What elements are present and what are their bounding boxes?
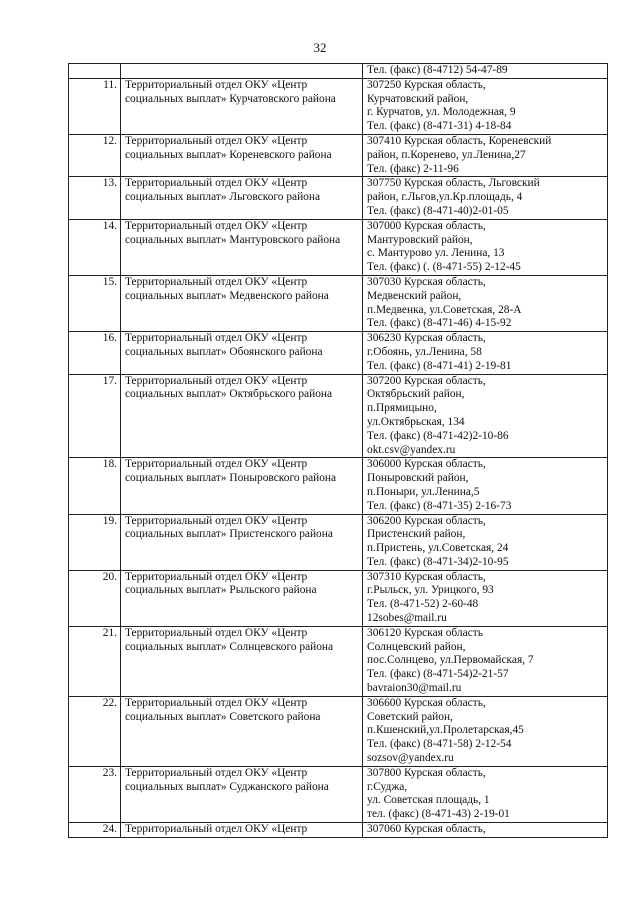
address-cell: [363, 374, 608, 458]
address-line: sozsov@yandex.ru: [367, 752, 454, 765]
address-line: Тел. (факс) 2-11-96: [367, 162, 459, 175]
address-cell: [363, 134, 608, 176]
continuation-row: [69, 64, 608, 79]
address-cell: [363, 514, 608, 570]
table-row: [69, 458, 608, 514]
row-number: 22.: [69, 696, 121, 766]
row-number: 17.: [69, 374, 121, 458]
address-line: 307000 Курская область,: [367, 219, 486, 232]
address-line: п.Поныри, ул.Ленина,5: [367, 485, 480, 498]
address-line: 307410 Курская область, Кореневский: [367, 134, 552, 147]
address-line: г.Рыльск, ул. Урицкого, 93: [367, 584, 494, 597]
address-line: Медвенский район,: [367, 289, 462, 302]
offices-table-body: [69, 64, 608, 838]
address-line: Поныровский район,: [367, 472, 469, 485]
address-line: 307750 Курская область, Льговский: [367, 177, 540, 190]
address-line: Тел. (факс) (8-471-46) 4-15-92: [367, 317, 512, 330]
address-line: 306600 Курская область,: [367, 696, 486, 709]
address-line: п.Кшенский,ул.Пролетарская,45: [367, 724, 524, 737]
address-line: Тел. (факс) (8-4712) 54-47-89: [367, 64, 508, 76]
address-cell: [363, 219, 608, 275]
address-line: г.Обоянь, ул.Ленина, 58: [367, 345, 482, 358]
offices-table: [68, 63, 608, 838]
table-row: [69, 823, 608, 838]
address-line: Тел. (факс) (8-471-34)2-10-95: [367, 555, 509, 568]
row-number-cell: [69, 64, 121, 79]
address-line: Тел. (факс) (8-471-31) 4-18-84: [367, 120, 512, 133]
office-name: Территориальный отдел ОКУ «Центр социальных выплат» Медвенского района: [121, 275, 363, 331]
address-line: Тел. (факс) (8-471-58) 2-12-54: [367, 738, 512, 751]
address-line: Тел. (факс) (8-471-54)2-21-57: [367, 668, 509, 681]
address-line: 306230 Курская область,: [367, 332, 486, 345]
address-line: 306200 Курская область,: [367, 514, 486, 527]
row-number: 13.: [69, 177, 121, 219]
table-row: [69, 766, 608, 822]
address-line: район, п.Коренево, ул.Ленина,27: [367, 148, 526, 161]
address-line: Тел. (факс) (8-471-35) 2-16-73: [367, 499, 512, 512]
table-row: [69, 275, 608, 331]
address-line: п.Пристень, ул.Советская, 24: [367, 542, 509, 555]
address-cell: [363, 332, 608, 374]
table-row: [69, 696, 608, 766]
office-name: Территориальный отдел ОКУ «Центр социальных выплат» Льговского района: [121, 177, 363, 219]
address-line: тел. (факс) (8-471-43) 2-19-01: [367, 808, 510, 821]
address-line: Тел. (8-471-52) 2-60-48: [367, 598, 479, 611]
address-cell: [363, 696, 608, 766]
address-line: Тел. (факс) (8-471-41) 2-19-81: [367, 359, 512, 372]
address-line: Тел. (факс) (8-471-40)2-01-05: [367, 204, 509, 217]
table-row: [69, 514, 608, 570]
row-number: 15.: [69, 275, 121, 331]
office-name: Территориальный отдел ОКУ «Центр социальных выплат» Октябрьского района: [121, 374, 363, 458]
office-name: Территориальный отдел ОКУ «Центр социальных выплат» Кореневского района: [121, 134, 363, 176]
row-number: 23.: [69, 766, 121, 822]
office-name: Территориальный отдел ОКУ «Центр социальных выплат» Обоянского района: [121, 332, 363, 374]
table-row: [69, 219, 608, 275]
address-line: Советский район,: [367, 710, 453, 723]
office-name: Территориальный отдел ОКУ «Центр социальных выплат» Советского района: [121, 696, 363, 766]
address-line: 307200 Курская область,: [367, 374, 486, 387]
address-cell: [363, 177, 608, 219]
address-line: 307310 Курская область,: [367, 570, 486, 583]
address-line: Курчатовский район,: [367, 92, 469, 105]
row-number: 24.: [69, 823, 121, 838]
address-cell: [363, 458, 608, 514]
address-line: Пристенский район,: [367, 528, 466, 541]
table-row: [69, 374, 608, 458]
address-cell: [363, 570, 608, 626]
address-line: 306120 Курская область: [367, 626, 483, 639]
address-line: ул.Октябрьская, 134: [367, 415, 465, 428]
office-name: Территориальный отдел ОКУ «Центр социальных выплат» Суджанского района: [121, 766, 363, 822]
table-row: [69, 626, 608, 696]
row-number: 18.: [69, 458, 121, 514]
address-line: Октябрьский район,: [367, 388, 465, 401]
office-name: Территориальный отдел ОКУ «Центр социальных выплат» Солнцевского района: [121, 626, 363, 696]
address-line: 307030 Курская область,: [367, 275, 486, 288]
address-line: 307060 Курская область,: [367, 823, 486, 836]
row-number: 19.: [69, 514, 121, 570]
address-line: Мантуровский район,: [367, 233, 473, 246]
address-line: bavraion30@mail.ru: [367, 682, 462, 695]
address-cell: [363, 626, 608, 696]
address-line: пос.Солнцево, ул.Первомайская, 7: [367, 654, 534, 667]
address-line: район, г.Льгов,ул.Кр.площадь, 4: [367, 191, 523, 204]
address-line: Тел. (факс) (. (8-471-55) 2-12-45: [367, 261, 521, 274]
address-line: 12sobes@mail.ru: [367, 612, 447, 625]
office-name: Территориальный отдел ОКУ «Центр социальных выплат» Мантуровского района: [121, 219, 363, 275]
office-name: Территориальный отдел ОКУ «Центр социальных выплат» Рыльского района: [121, 570, 363, 626]
office-name: Территориальный отдел ОКУ «Центр социальных выплат» Курчатовского района: [121, 78, 363, 134]
address-cell: [363, 78, 608, 134]
address-line: 307800 Курская область,: [367, 766, 486, 779]
office-name: Территориальный отдел ОКУ «Центр социальных выплат» Поныровского района: [121, 458, 363, 514]
row-number: 21.: [69, 626, 121, 696]
office-name-cell: [121, 64, 363, 79]
address-line: г. Курчатов, ул. Молодежная, 9: [367, 106, 516, 119]
address-line: okt.csv@yandex.ru: [367, 443, 456, 456]
row-number: 16.: [69, 332, 121, 374]
address-line: г.Суджа,: [367, 780, 408, 793]
address-cell: [363, 823, 608, 838]
office-name: Территориальный отдел ОКУ «Центр: [121, 823, 363, 838]
office-name: Территориальный отдел ОКУ «Центр социальных выплат» Пристенского района: [121, 514, 363, 570]
address-line: 306000 Курская область,: [367, 458, 486, 471]
address-cell: [363, 766, 608, 822]
page-number: 32: [313, 40, 327, 55]
table-row: [69, 332, 608, 374]
table-row: [69, 570, 608, 626]
address-line: Тел. (факс) (8-471-42)2-10-86: [367, 429, 509, 442]
row-number: 11.: [69, 78, 121, 134]
address-line: с. Мантурово ул. Ленина, 13: [367, 247, 505, 260]
address-cell: [363, 64, 608, 79]
address-line: Солнцевский район,: [367, 640, 466, 653]
address-line: 307250 Курская область,: [367, 78, 486, 91]
address-line: ул. Советская площадь, 1: [367, 794, 490, 807]
table-row: [69, 134, 608, 176]
address-line: п.Медвенка, ул.Советская, 28-А: [367, 303, 522, 316]
address-cell: [363, 275, 608, 331]
table-row: [69, 78, 608, 134]
address-line: п.Прямицыно,: [367, 402, 437, 415]
row-number: 14.: [69, 219, 121, 275]
table-row: [69, 177, 608, 219]
row-number: 12.: [69, 134, 121, 176]
row-number: 20.: [69, 570, 121, 626]
